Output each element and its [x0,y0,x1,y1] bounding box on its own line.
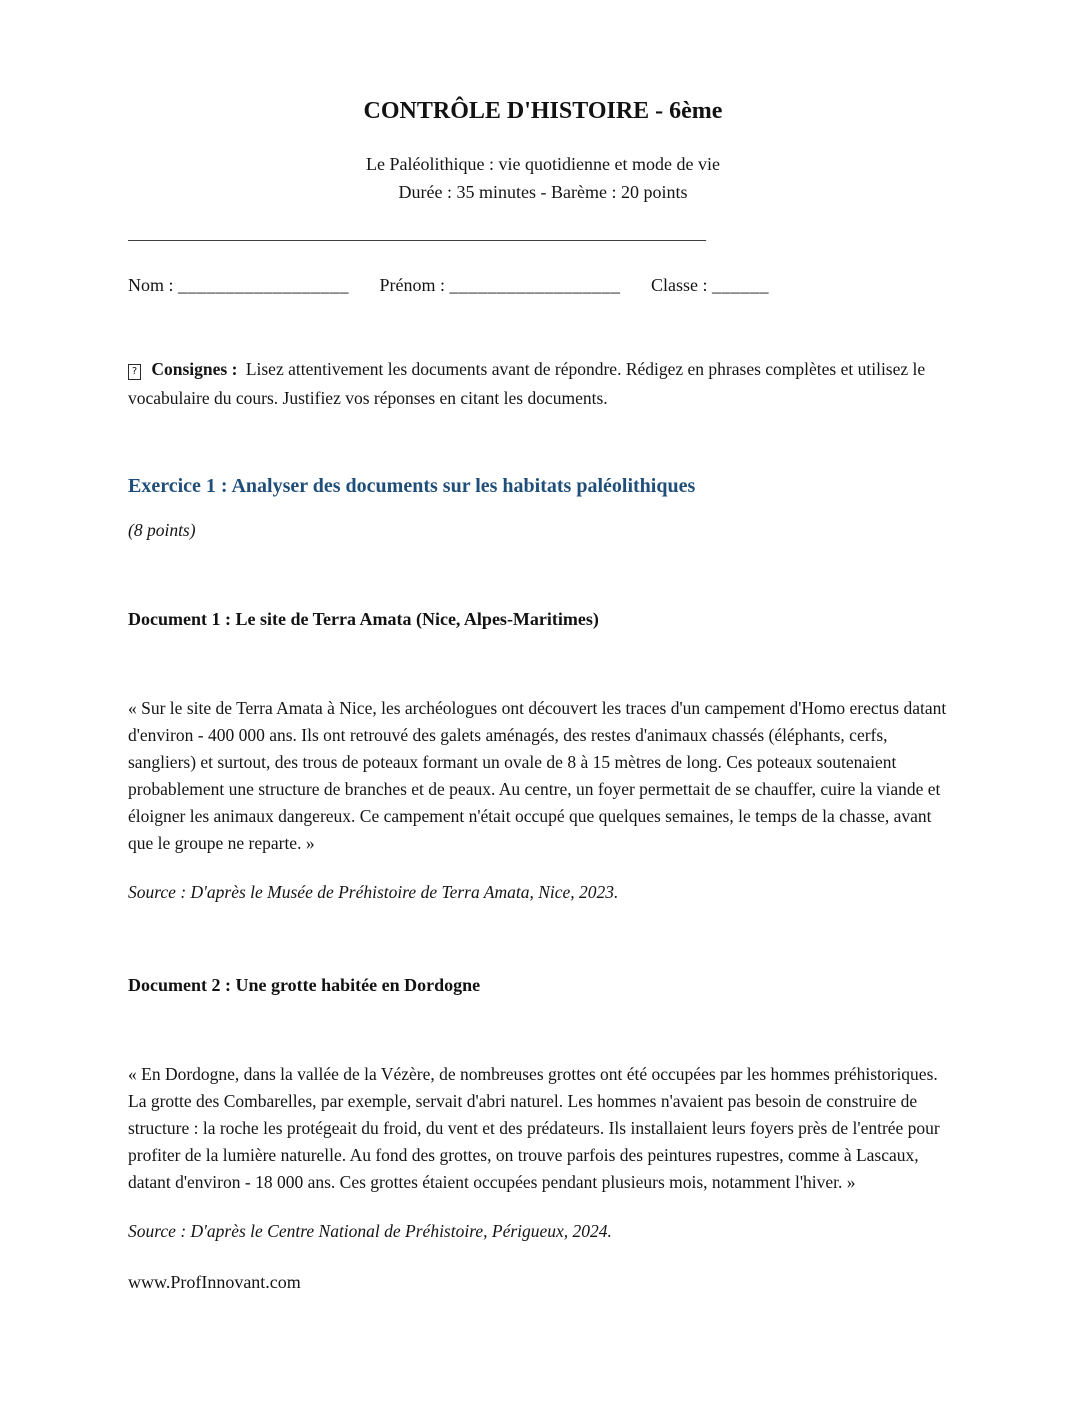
consignes-paragraph [128,355,958,413]
identity-row [128,272,958,299]
document2-heading: Document 2 : Une grotte habitée en Dordogne [128,975,481,995]
nom-blank-line: __________________ [178,275,350,295]
classe-blank-line: ______ [712,275,770,295]
prenom-label: Prénom : [379,275,446,295]
separator-line: ____________________________________________________________________ [128,224,706,243]
classe-field [651,275,769,295]
classe-label: Classe : [651,275,708,295]
nom-field [128,275,349,295]
exam-duration-line: Durée : 35 minutes - Barème : 20 points [398,182,688,202]
document1-heading: Document 1 : Le site de Terra Amata (Nice, Alpes-Maritimes) [128,609,599,629]
exercise1-heading: Exercice 1 : Analyser des documents sur les habitats paléolithiques [128,475,696,497]
prenom-field [380,275,621,295]
website-footer: www.ProfInnovant.com [128,1272,301,1292]
nom-label: Nom : [128,275,174,295]
consignes-label: Consignes : [151,359,238,379]
document1-body: « Sur le site de Terra Amata à Nice, les archéologues ont découvert les traces d'un campement d'Homo erectus datant d'environ - 400 000 ans. Ils ont retrouvé des galets aménagés, des restes d'animaux chassés (éléphants, cerfs, sangliers) et surtout, des trous de poteaux formant un ovale de 8 à 15 mètres de long. Ces poteaux soutenaient probablement une structure de branches et de peaux. Au centre, un foyer permettait de se chauffer, cuire la viande et éloigner les animaux dangereux. Ce campement n'était occupé que quelques semaines, le temps de la chasse, avant que le groupe ne reparte. » [128,698,947,853]
exam-subtitle [128,150,958,206]
consignes-text: Lisez attentivement les documents avant de répondre. Rédigez en phrases complètes et utilisez le vocabulaire du cours. Justifiez vos réponses en citant les documents. [128,359,926,408]
prenom-blank-line: __________________ [449,275,621,295]
exercise1-points: (8 points) [128,520,196,540]
document2-body: « En Dordogne, dans la vallée de la Vézère, de nombreuses grottes ont été occupées par les hommes préhistoriques. La grotte des Combarelles, par exemple, servait d'abri naturel. Les hommes n'avaient pas besoin de construire de structure : la roche les protégeait du froid, du vent et des prédateurs. Ils installaient leurs foyers près de l'entrée pour profiter de la lumière naturelle. Au fond des grottes, on trouve parfois des peintures rupestres, comme à Lascaux, datant d'environ - 18 000 ans. Ces grottes étaient occupées pendant plusieurs mois, notamment l'hiver. » [128,1064,940,1192]
document1-source: Source : D'après le Musée de Préhistoire de Terra Amata, Nice, 2023. [128,882,619,902]
missing-glyph-icon: ? [128,364,141,380]
page-title: CONTRÔLE D'HISTOIRE - 6ème [363,98,723,124]
exam-topic-line: Le Paléolithique : vie quotidienne et mode de vie [366,154,720,174]
document2-source: Source : D'après le Centre National de Préhistoire, Périgueux, 2024. [128,1221,612,1241]
